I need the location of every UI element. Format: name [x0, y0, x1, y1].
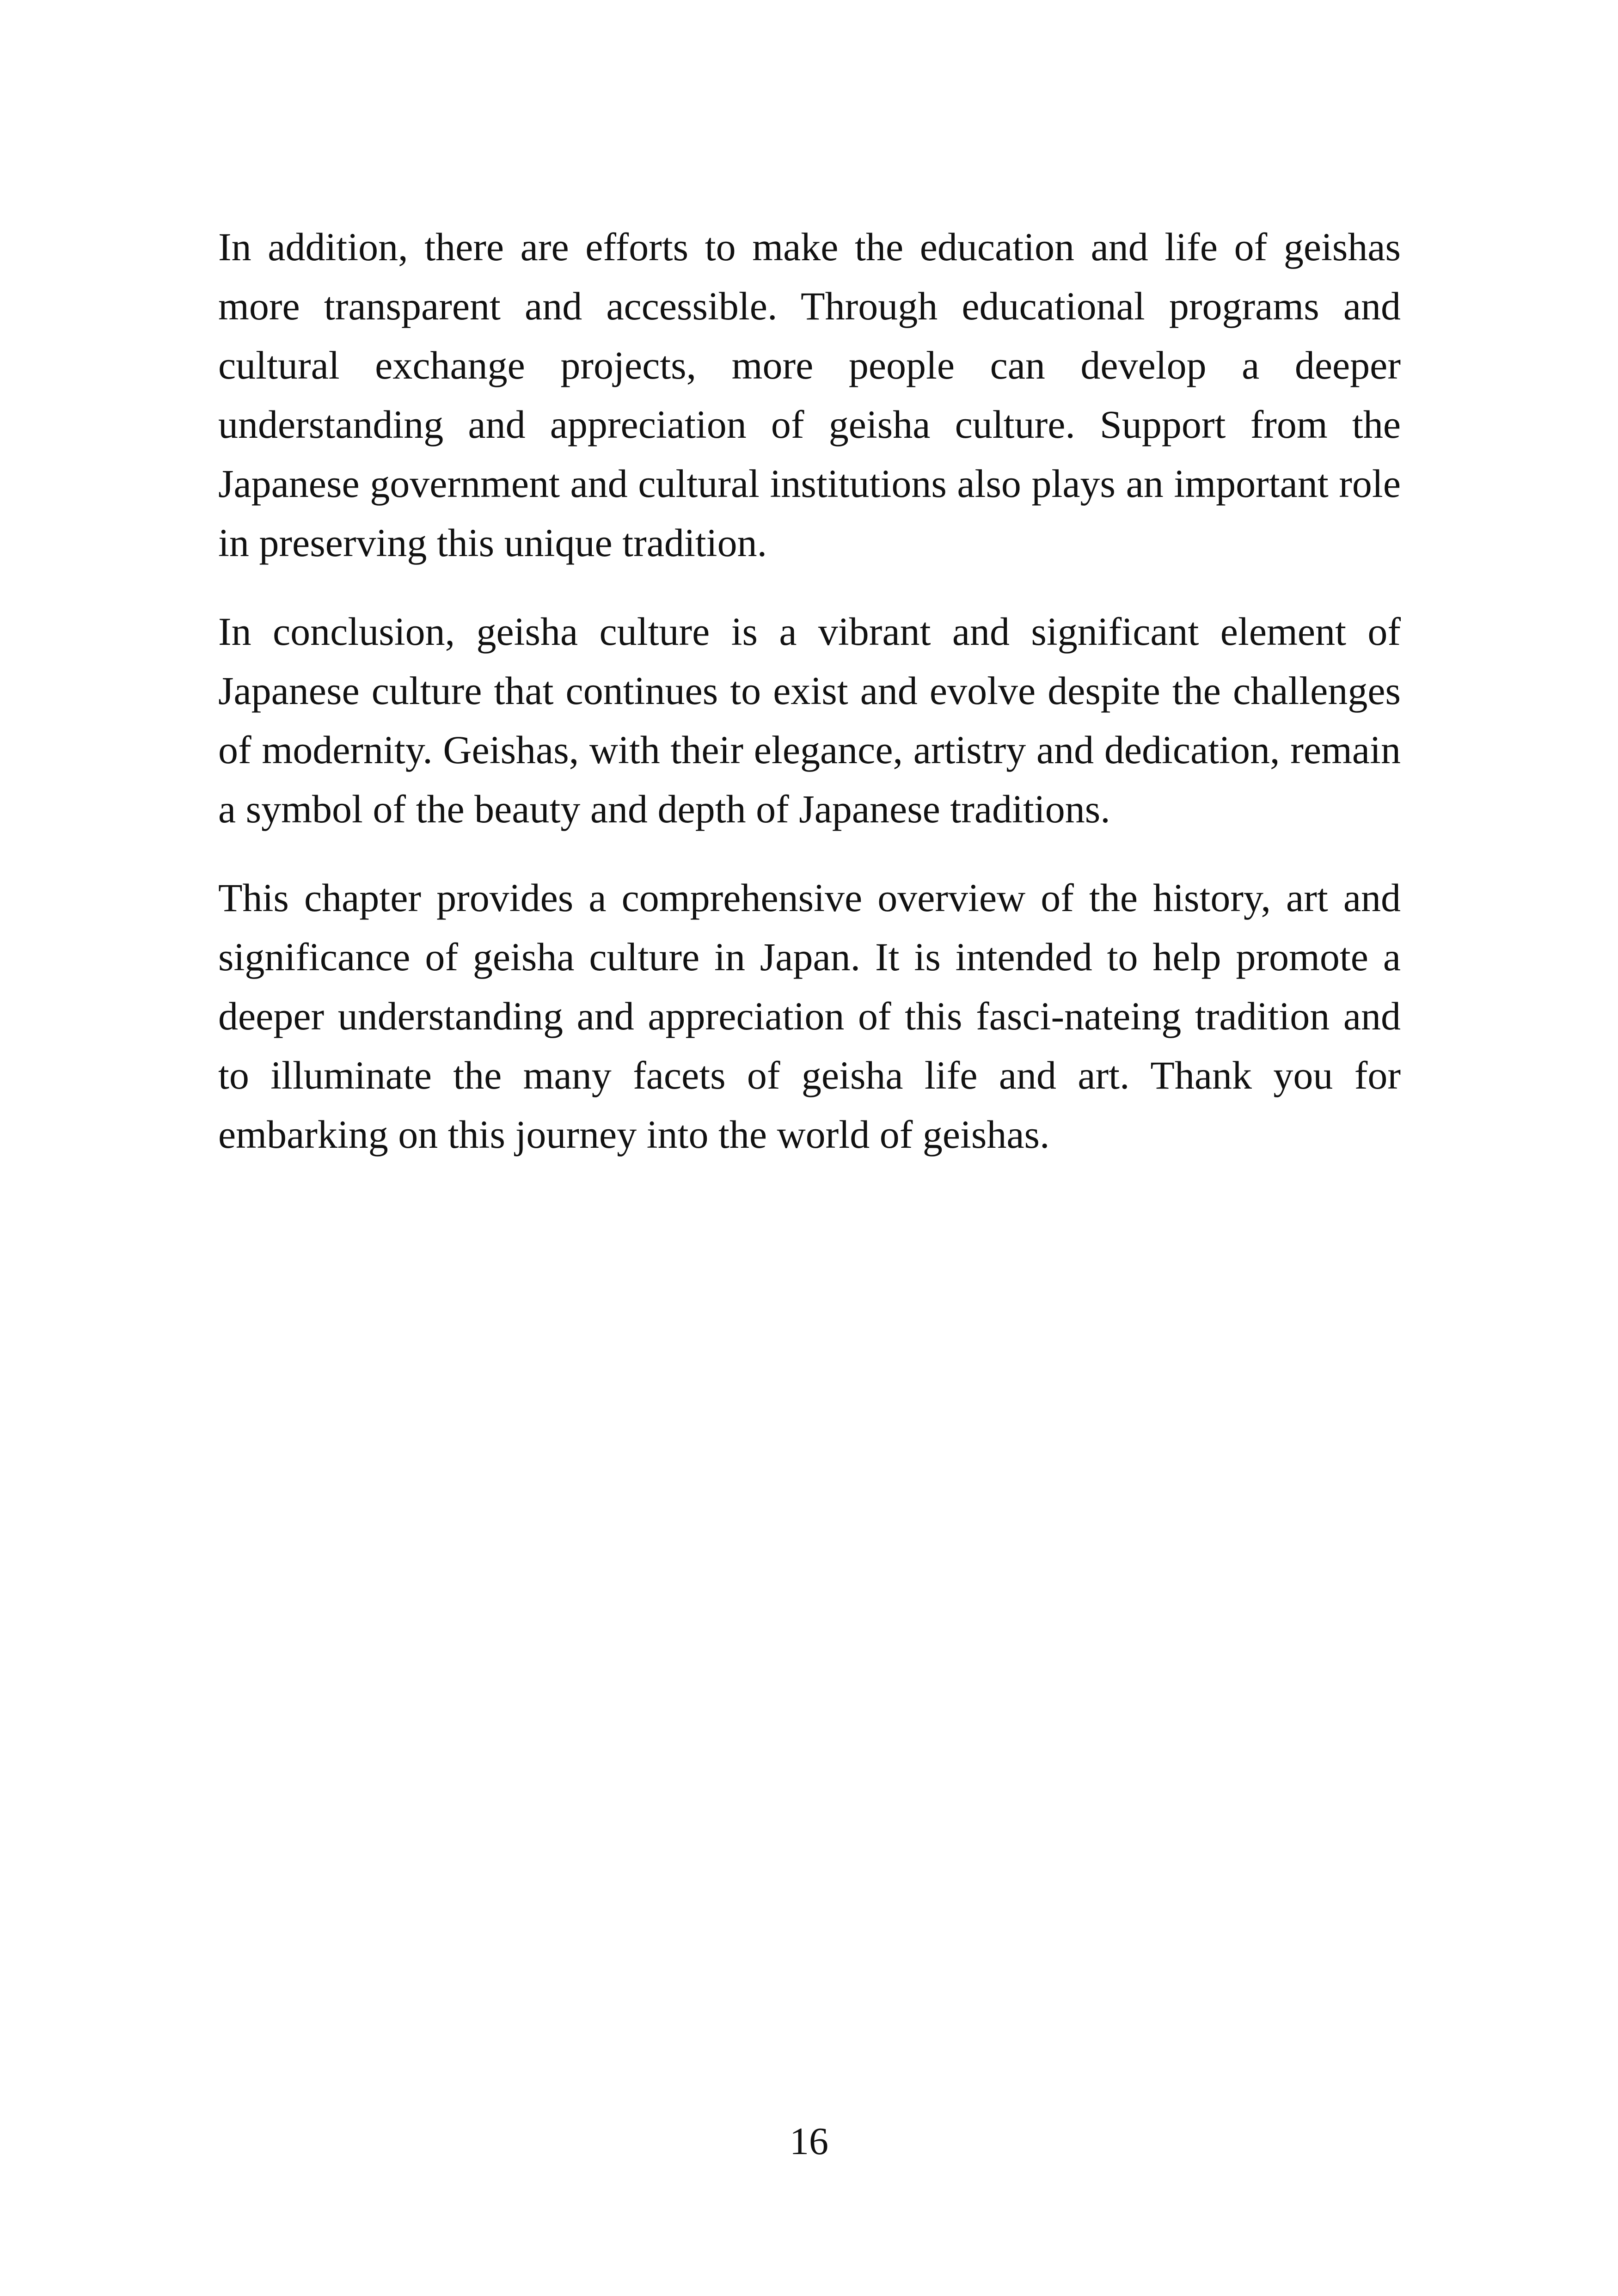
page-number: 16: [790, 2120, 828, 2163]
paragraph-chapter-overview: This chapter provides a comprehensive overview of the history, art and significance of geisha culture in Japan. It is intended to help promote a deeper understanding and appreciation of this fasci-nateing tradition and to illuminate the many facets of geisha life and art. Thank you for embarking on this journey into the world of geishas.: [218, 876, 1401, 1157]
paragraph-conclusion: In conclusion, geisha culture is a vibrant and significant element of Japanese culture that continues to exist and evolve despite the challenges of modernity. Geishas, with their elegance, artistry and dedication, remain a symbol of the beauty and depth of Japanese traditions.: [218, 609, 1401, 831]
body-text: [218, 217, 1401, 1194]
paragraph-education: In addition, there are efforts to make the education and life of geishas more transparent and accessible. Through educational programs and cultural exchange projects, more people can develop a deeper understanding and appreciation of geisha culture. Support from the Japanese government and cultural institutions also plays an important role in preserving this unique tradition.: [218, 225, 1401, 565]
